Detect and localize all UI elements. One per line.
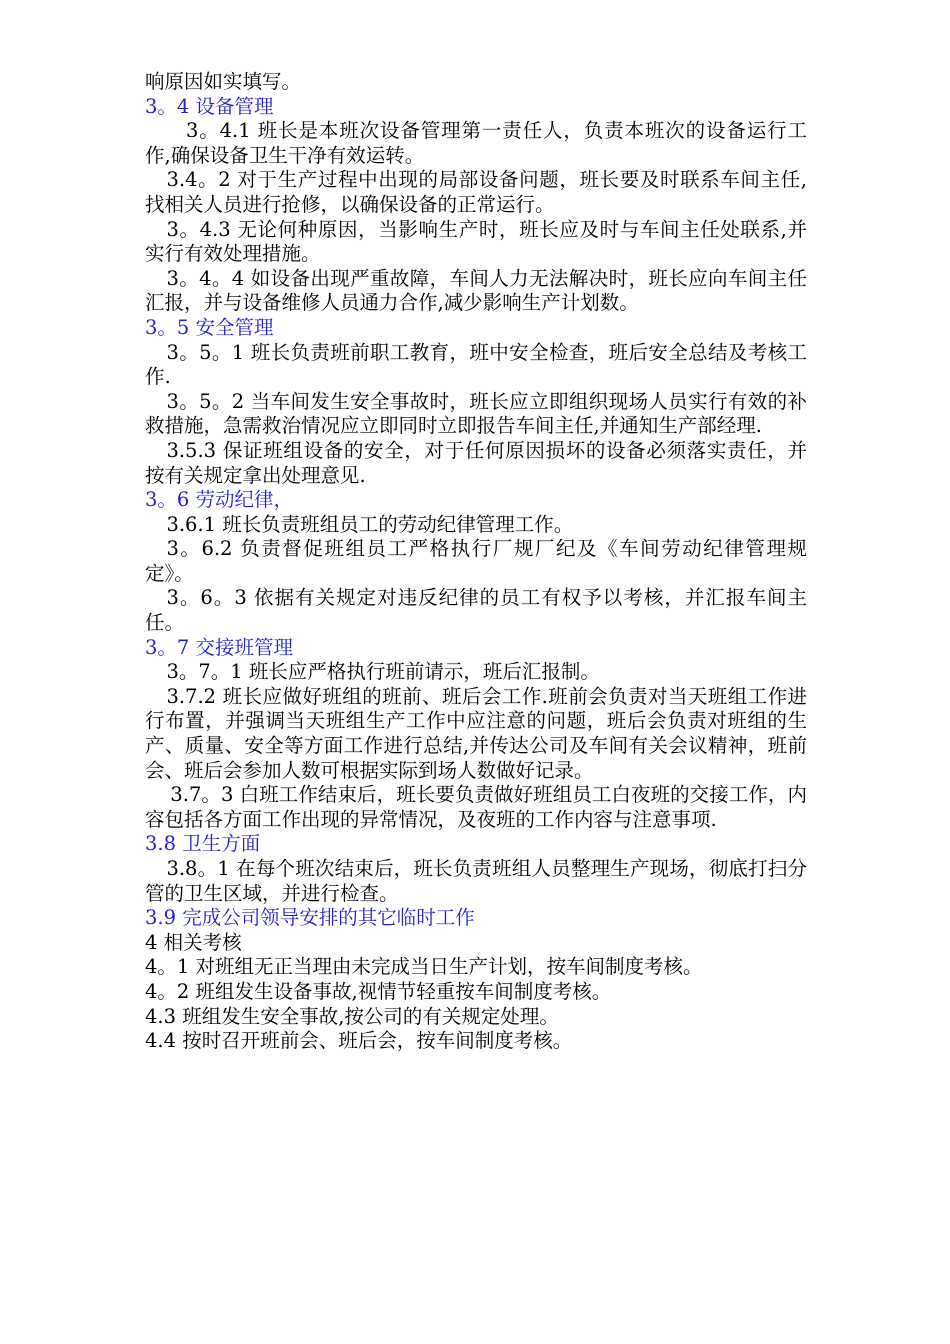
paragraph-3-6-2: 3。6.2 负责督促班组员工严格执行厂规厂纪及《车间劳动纪律管理规定》。 <box>145 537 807 585</box>
section-heading-3-6: 3。6 劳动纪律， <box>145 488 294 512</box>
paragraph-4-3: 4.3 班组发生安全事故,按公司的有关规定处理。 <box>145 1004 559 1028</box>
section-heading-3-8: 3.8 卫生方面 <box>145 832 261 856</box>
paragraph-3-8-1: 3.8。1 在每个班次结束后，班长负责班组人员整理生产现场，彻底打扫分管的卫生区域，并进行检查。 <box>145 857 807 905</box>
section-heading-3-7: 3。7 交接班管理 <box>145 635 294 659</box>
paragraph: 响原因如实填写。 <box>145 70 302 93</box>
paragraph-3-6-3: 3。6。3 依据有关规定对违反纪律的员工有权予以考核，并汇报车间主任。 <box>145 586 807 635</box>
section-heading-4: 4 相关考核 <box>145 930 242 954</box>
paragraph-3-5-3: 3.5.3 保证班组设备的安全，对于任何原因损坏的设备必须落实责任，并按有关规定拿出处理意见. <box>145 438 807 487</box>
document-body <box>145 70 807 1054</box>
paragraph-3-4-1: 3。4.1 班长是本班次设备管理第一责任人，负责本班次的设备运行工作,确保设备卫生干净有效运转。 <box>145 119 807 167</box>
paragraph-4-2: 4。2 班组发生设备事故,视情节轻重按车间制度考核。 <box>145 979 612 1003</box>
section-heading-3-5: 3。5 安全管理 <box>145 315 274 339</box>
paragraph-3-7-2: 3.7.2 班长应做好班组的班前、班后会工作.班前会负责对当天班组工作进行布置，并强调当天班组生产工作中应注意的问题，班后会负责对班组的生产、质量、安全等方面工作进行总结,并传达公司及车间有关会议精神，班前会、班后会参加人数可根据实际到场人数做好记录。 <box>145 684 807 782</box>
paragraph-4-4: 4.4 按时召开班前会、班后会，按车间制度考核。 <box>145 1029 573 1053</box>
section-heading-3-9: 3.9 完成公司领导安排的其它临时工作 <box>145 906 475 930</box>
paragraph-3-4-4: 3。4。4 如设备出现严重故障，车间人力无法解决时，班长应向车间主任汇报，并与设备维修人员通力合作,减少影响生产计划数。 <box>145 266 807 315</box>
paragraph-4-1: 4。1 对班组无正当理由未完成当日生产计划，按车间制度考核。 <box>145 955 703 979</box>
paragraph-3-6-1: 3.6.1 班长负责班组员工的劳动纪律管理工作。 <box>166 512 574 536</box>
paragraph-3-5-1: 3。5。1 班长负责班前职工教育，班中安全检查，班后安全总结及考核工作. <box>145 340 807 389</box>
paragraph-3-4-2: 3.4。2 对于生产过程中出现的局部设备问题，班长要及时联系车间主任,找相关人员进行抢修，以确保设备的正常运行。 <box>145 168 807 216</box>
paragraph-3-7-1: 3。7。1 班长应严格执行班前请示，班后汇报制。 <box>166 660 600 684</box>
paragraph-3-5-2: 3。5。2 当车间发生安全事故时，班长应立即组织现场人员实行有效的补救措施，急需救治情况应立即同时立即报告车间主任,并通知生产部经理. <box>145 389 807 438</box>
paragraph-3-4-3: 3。4.3 无论何种原因，当影响生产时，班长应及时与车间主任处联系,并实行有效处理措施。 <box>145 217 807 266</box>
section-heading-3-4: 3。4 设备管理 <box>145 94 274 118</box>
paragraph-3-7-3: 3.7。3 白班工作结束后，班长要负责做好班组员工白夜班的交接工作，内容包括各方面工作出现的异常情况，及夜班的工作内容与注意事项. <box>145 783 807 831</box>
